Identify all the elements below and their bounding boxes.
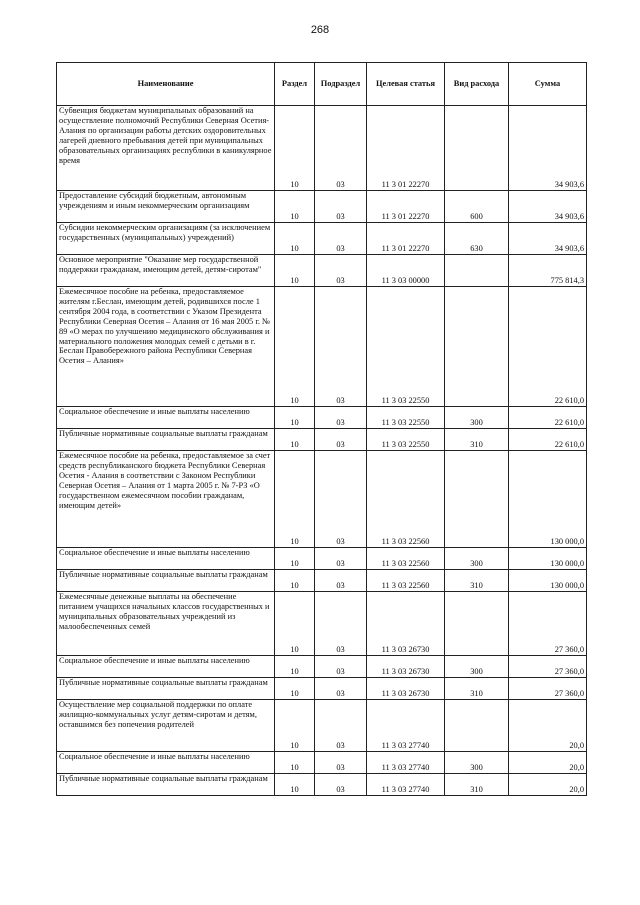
row-statya: 11 3 03 26730 — [367, 678, 445, 700]
row-razdel: 10 — [275, 700, 315, 752]
table-row — [57, 429, 587, 451]
row-statya: 11 3 01 22270 — [367, 223, 445, 255]
row-podrazdel: 03 — [315, 106, 367, 191]
row-statya: 11 3 01 22270 — [367, 106, 445, 191]
row-summa: 34 903,6 — [509, 106, 587, 191]
row-vid — [445, 106, 509, 191]
row-statya: 11 3 03 22560 — [367, 451, 445, 548]
row-summa: 20,0 — [509, 774, 587, 796]
row-razdel: 10 — [275, 287, 315, 407]
row-name: Ежемесячное пособие на ребенка, предоставляемое жителям г.Беслан, имеющим детей, родившихся после 1 сентября 2004 года, в соответствии с Указом Президента Республики Северная Осетия – Алания от 16 мая 2005 г. № 89 «О мерах по улучшению медицинского обслуживания и материального положения молодых семей с детьми в г. Беслан Правобережного района Республики Северная Осетия – Алания» — [57, 287, 275, 407]
row-statya: 11 3 03 22550 — [367, 407, 445, 429]
column-header-statya: Целевая статья — [367, 63, 445, 106]
row-vid — [445, 451, 509, 548]
table-row — [57, 700, 587, 752]
row-statya: 11 3 03 22560 — [367, 548, 445, 570]
row-name: Осуществление мер социальной поддержки по оплате жилищно-коммунальных услуг детям-сиротам и детям, оставшимся без попечения родителей — [57, 700, 275, 752]
row-summa: 27 360,0 — [509, 678, 587, 700]
row-razdel: 10 — [275, 678, 315, 700]
row-vid: 310 — [445, 429, 509, 451]
row-podrazdel: 03 — [315, 429, 367, 451]
row-name: Социальное обеспечение и иные выплаты населению — [57, 407, 275, 429]
row-summa: 22 610,0 — [509, 429, 587, 451]
row-summa: 130 000,0 — [509, 451, 587, 548]
row-statya: 11 3 03 22550 — [367, 287, 445, 407]
row-name: Ежемесячное пособие на ребенка, предоставляемое за счет средств республиканского бюджета Республики Северная Осетия - Алания в соответствии с Законом Республики Северная Осетия – Алания от 1 марта 2005 г. № 7-РЗ «О государственном ежемесячном пособии гражданам, имеющим детей» — [57, 451, 275, 548]
row-vid: 630 — [445, 223, 509, 255]
row-podrazdel: 03 — [315, 255, 367, 287]
row-podrazdel: 03 — [315, 191, 367, 223]
row-razdel: 10 — [275, 223, 315, 255]
row-razdel: 10 — [275, 429, 315, 451]
row-razdel: 10 — [275, 407, 315, 429]
row-summa: 130 000,0 — [509, 548, 587, 570]
row-name: Субсидии некоммерческим организациям (за исключением государственных (муниципальных) учреждений) — [57, 223, 275, 255]
row-summa: 27 360,0 — [509, 656, 587, 678]
table-row — [57, 570, 587, 592]
row-podrazdel: 03 — [315, 678, 367, 700]
row-statya: 11 3 03 27740 — [367, 752, 445, 774]
budget-table — [56, 62, 587, 796]
table-row — [57, 656, 587, 678]
row-podrazdel: 03 — [315, 548, 367, 570]
column-header-vid: Вид расхода — [445, 63, 509, 106]
row-name: Основное мероприятие "Оказание мер государственной поддержки гражданам, имеющим детей, детям-сиротам" — [57, 255, 275, 287]
row-statya: 11 3 03 27740 — [367, 700, 445, 752]
column-header-razdel: Раздел — [275, 63, 315, 106]
table-row — [57, 287, 587, 407]
row-name: Ежемесячные денежные выплаты на обеспечение питанием учащихся начальных классов государственных и муниципальных образовательных учреждений из малообеспеченных семей — [57, 592, 275, 656]
row-podrazdel: 03 — [315, 700, 367, 752]
row-summa: 34 903,6 — [509, 223, 587, 255]
row-name: Предоставление субсидий бюджетным, автономным учреждениям и иным некоммерческим организациям — [57, 191, 275, 223]
row-statya: 11 3 03 27740 — [367, 774, 445, 796]
row-summa: 20,0 — [509, 700, 587, 752]
column-header-podrazdel: Подраздел — [315, 63, 367, 106]
page-number: 268 — [310, 24, 330, 36]
table-header-row — [57, 63, 587, 106]
row-razdel: 10 — [275, 548, 315, 570]
row-summa: 27 360,0 — [509, 592, 587, 656]
row-podrazdel: 03 — [315, 407, 367, 429]
row-vid: 300 — [445, 548, 509, 570]
row-summa: 775 814,3 — [509, 255, 587, 287]
row-name: Социальное обеспечение и иные выплаты населению — [57, 656, 275, 678]
row-vid: 300 — [445, 407, 509, 429]
row-statya: 11 3 03 26730 — [367, 592, 445, 656]
row-name: Публичные нормативные социальные выплаты гражданам — [57, 429, 275, 451]
row-name: Публичные нормативные социальные выплаты гражданам — [57, 774, 275, 796]
table-row — [57, 678, 587, 700]
row-statya: 11 3 03 26730 — [367, 656, 445, 678]
row-name: Социальное обеспечение и иные выплаты населению — [57, 752, 275, 774]
row-razdel: 10 — [275, 191, 315, 223]
table-row — [57, 407, 587, 429]
row-podrazdel: 03 — [315, 592, 367, 656]
row-summa: 22 610,0 — [509, 407, 587, 429]
row-podrazdel: 03 — [315, 570, 367, 592]
table-row — [57, 223, 587, 255]
row-razdel: 10 — [275, 451, 315, 548]
row-vid: 310 — [445, 678, 509, 700]
row-summa: 22 610,0 — [509, 287, 587, 407]
table-row — [57, 191, 587, 223]
row-razdel: 10 — [275, 255, 315, 287]
row-razdel: 10 — [275, 752, 315, 774]
table-row — [57, 106, 587, 191]
row-podrazdel: 03 — [315, 656, 367, 678]
row-podrazdel: 03 — [315, 451, 367, 548]
row-name: Субвенция бюджетам муниципальных образований на осуществление полномочий Республики Северная Осетия-Алания по организации работы детских оздоровительных лагерей дневного пребывания детей при муниципальных образовательных организациях республики в каникулярное время — [57, 106, 275, 191]
table-row — [57, 752, 587, 774]
row-razdel: 10 — [275, 592, 315, 656]
row-podrazdel: 03 — [315, 774, 367, 796]
row-razdel: 10 — [275, 106, 315, 191]
row-vid — [445, 700, 509, 752]
row-vid: 310 — [445, 774, 509, 796]
row-vid — [445, 255, 509, 287]
row-summa: 34 903,6 — [509, 191, 587, 223]
row-vid: 300 — [445, 656, 509, 678]
row-razdel: 10 — [275, 774, 315, 796]
row-name: Публичные нормативные социальные выплаты гражданам — [57, 678, 275, 700]
row-summa: 20,0 — [509, 752, 587, 774]
row-statya: 11 3 01 22270 — [367, 191, 445, 223]
row-vid: 310 — [445, 570, 509, 592]
row-podrazdel: 03 — [315, 223, 367, 255]
column-header-summa: Сумма — [509, 63, 587, 106]
row-razdel: 10 — [275, 656, 315, 678]
row-summa: 130 000,0 — [509, 570, 587, 592]
row-statya: 11 3 03 00000 — [367, 255, 445, 287]
row-razdel: 10 — [275, 570, 315, 592]
row-statya: 11 3 03 22560 — [367, 570, 445, 592]
table-row — [57, 592, 587, 656]
table-row — [57, 255, 587, 287]
row-vid — [445, 592, 509, 656]
column-header-name: Наименование — [57, 63, 275, 106]
row-name: Публичные нормативные социальные выплаты гражданам — [57, 570, 275, 592]
table-row — [57, 548, 587, 570]
table-row — [57, 774, 587, 796]
row-podrazdel: 03 — [315, 752, 367, 774]
row-vid: 300 — [445, 752, 509, 774]
row-podrazdel: 03 — [315, 287, 367, 407]
table-row — [57, 451, 587, 548]
row-vid — [445, 287, 509, 407]
row-name: Социальное обеспечение и иные выплаты населению — [57, 548, 275, 570]
row-statya: 11 3 03 22550 — [367, 429, 445, 451]
row-vid: 600 — [445, 191, 509, 223]
